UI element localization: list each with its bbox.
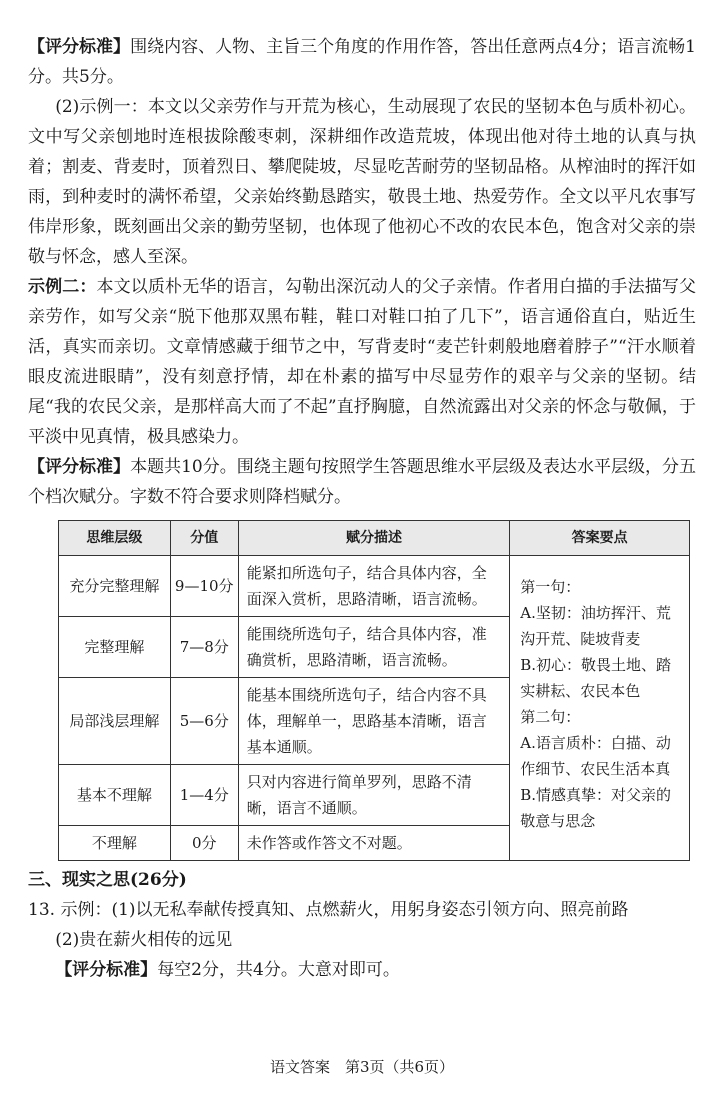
header-description: 赋分描述: [238, 521, 510, 556]
grading-standard-q12-2: 【评分标准】本题共10分。围绕主题句按照学生答题思维水平层级及表达水平层级，分五个档次赋分。字数不符合要求则降档赋分。: [28, 457, 696, 507]
table-row: 局部浅层理解 5—6分 能基本围绕所选句子，结合内容不具体，理解单一，思路基本清晰，语言基本通顺。: [59, 678, 690, 765]
table-row: 完整理解 7—8分 能围绕所选句子，结合具体内容，准确赏析，思路清晰，语言流畅。: [59, 617, 690, 678]
header-level: 思维层级: [59, 521, 171, 556]
table-header-row: [59, 521, 690, 556]
page-footer: 语文答案 第3页（共6页）: [269, 1058, 455, 1076]
q13-answer-2: (2)贵在薪火相传的远见: [55, 930, 233, 950]
q13-answer-1: 13. 示例：(1)以无私奉献传授真知、点燃薪火，用躬身姿态引领方向、照亮前路: [28, 900, 629, 920]
header-key-points: 答案要点: [510, 521, 690, 556]
header-score: 分值: [170, 521, 238, 556]
scoring-table: [58, 520, 690, 861]
grading-standard-q12-1: 【评分标准】围绕内容、人物、主旨三个角度的作用作答，答出任意两点4分；语言流畅1分。共5分。: [28, 37, 696, 87]
example-two: 示例二：本文以质朴无华的语言，勾勒出深沉动人的父子亲情。作者用白描的手法描写父亲劳作，如写父亲“脱下他那双黑布鞋，鞋口对鞋口拍了几下”，语言通俗直白，贴近生活，真实而亲切。文章情感藏于细节之中，写背麦时“麦芒针刺般地磨着脖子”“汗水顺着眼皮流进眼睛”，没有刻意抒情，却在朴素的描写中尽显劳作的艰辛与父亲的坚韧。结尾“我的农民父亲，是那样高大而了不起”直抒胸臆，自然流露出对父亲的怀念与敬佩，于平淡中见真情，极具感染力。: [28, 277, 697, 447]
example-one: (2)示例一：本文以父亲劳作与开荒为核心，生动展现了农民的坚韧本色与质朴初心。文中写父亲刨地时连根拔除酸枣刺，深耕细作改造荒坡，体现出他对待土地的认真与执着；割麦、背麦时，顶着烈日、攀爬陡坡，尽显吃苦耐劳的坚韧品格。从榨油时的挥汗如雨，到种麦时的满怀希望，父亲始终勤恳踏实，敬畏土地、热爱劳作。全文以平凡农事写伟岸形象，既刻画出父亲的勤劳坚韧，也体现了他初心不改的农民本色，饱含对父亲的崇敬与怀念，感人至深。: [28, 97, 696, 267]
table-row: 充分完整理解 9—10分 能紧扣所选句子，结合具体内容，全面深入赏析，思路清晰，语言流畅。 第一句： A.坚韧：油坊挥汗、荒沟开荒、陡坡背麦 B.初心：敬畏土地、踏实耕耘、农民本色 第二句： A.语言质朴：白描、动作细节、农民生活本真 B.情感真挚：对父亲的敬意与思念: [59, 556, 690, 617]
page-body: [28, 32, 696, 985]
key-points-cell: 第一句： A.坚韧：油坊挥汗、荒沟开荒、陡坡背麦 B.初心：敬畏土地、踏实耕耘、农民本色 第二句： A.语言质朴：白描、动作细节、农民生活本真 B.情感真挚：对父亲的敬意与思念: [510, 556, 690, 861]
table-row: 基本不理解 1—4分 只对内容进行简单罗列，思路不清晰，语言不通顺。: [59, 765, 690, 826]
section-title: 三、现实之思(26分): [28, 870, 187, 890]
q13-grading-standard: 【评分标准】每空2分，共4分。大意对即可。: [55, 960, 400, 980]
table-row: 不理解 0分 未作答或作答文不对题。: [59, 826, 690, 861]
